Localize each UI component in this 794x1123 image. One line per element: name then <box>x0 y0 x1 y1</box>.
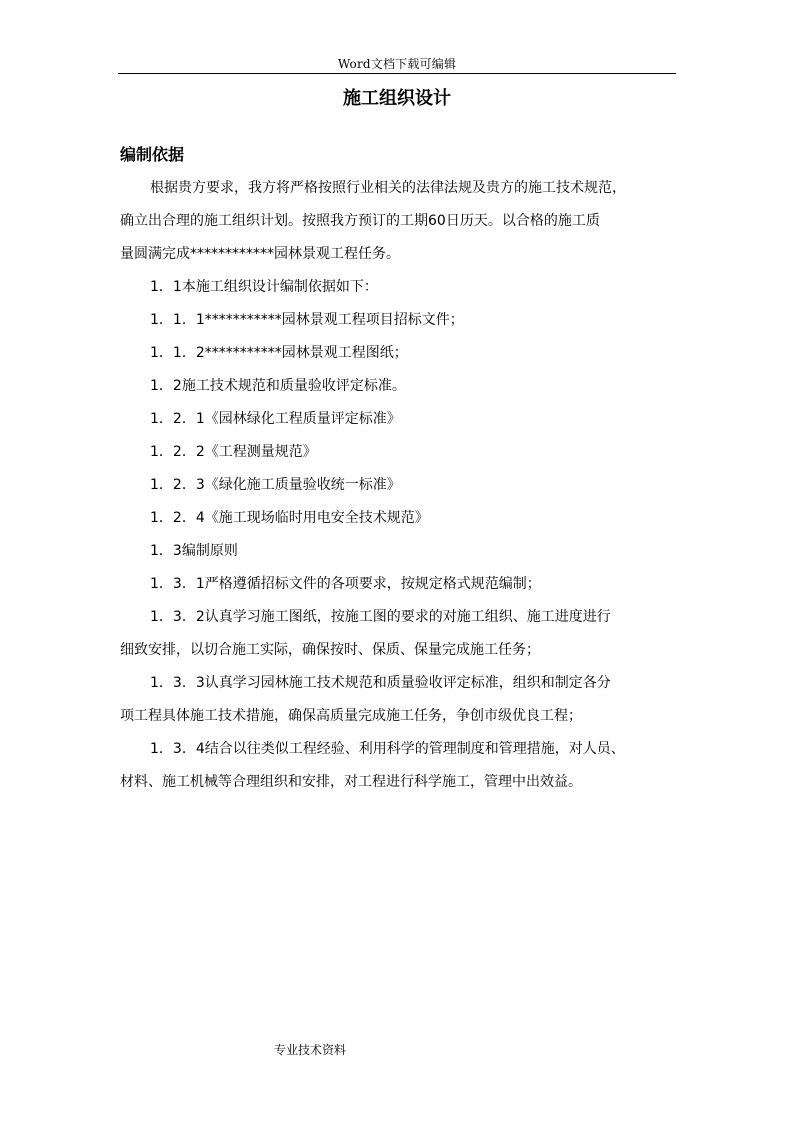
paragraph-line: 1．3．3认真学习园林施工技术规范和质量验收评定标准，组织和制定各分 <box>150 675 611 691</box>
page-header: Word文档下载可编辑 <box>337 57 457 71</box>
paragraph-line: 1．2．1《园林绿化工程质量评定标准》 <box>150 411 401 427</box>
paragraph-line: 1．1．2***********园林景观工程图纸； <box>150 345 408 361</box>
paragraph-line: 1．3．4结合以往类似工程经验、利用科学的管理制度和管理措施，对人员、 <box>150 741 625 757</box>
paragraph-line: 确立出合理的施工组织计划。按照我方预订的工期60日历天。以合格的施工质 <box>120 213 600 229</box>
header-divider <box>118 73 676 74</box>
paragraph-line: 1．1．1***********园林景观工程项目招标文件； <box>150 312 464 328</box>
paragraph-line: 1．1本施工组织设计编制依据如下： <box>150 279 378 295</box>
paragraph-line: 1．3编制原则 <box>150 543 238 559</box>
document-body <box>120 172 676 799</box>
document-title: 施工组织设计 <box>343 88 451 109</box>
paragraph-line: 1．3．1严格遵循招标文件的各项要求，按规定格式规范编制； <box>150 576 541 592</box>
paragraph-line: 1．2．3《绿化施工质量验收统一标准》 <box>150 477 401 493</box>
paragraph-line: 1．2．2《工程测量规范》 <box>150 444 317 460</box>
page-footer: 专业技术资料 <box>273 1043 346 1057</box>
paragraph-line: 项工程具体施工技术措施，确保高质量完成施工任务，争创市级优良工程； <box>120 708 582 724</box>
paragraph-line: 量圆满完成************园林景观工程任务。 <box>120 246 400 262</box>
paragraph-line: 材料、施工机械等合理组织和安排，对工程进行科学施工，管理中出效益。 <box>120 774 582 790</box>
paragraph-line: 细致安排，以切合施工实际，确保按时、保质、保量完成施工任务； <box>120 642 540 658</box>
paragraph-line: 1．3．2认真学习施工图纸，按施工图的要求的对施工组织、施工进度进行 <box>150 609 611 625</box>
paragraph-line: 根据贵方要求，我方将严格按照行业相关的法律法规及贵方的施工技术规范， <box>150 180 626 196</box>
section-heading: 编制依据 <box>120 145 185 164</box>
paragraph-line: 1．2施工技术规范和质量验收评定标准。 <box>150 378 406 394</box>
paragraph-line: 1．2．4《施工现场临时用电安全技术规范》 <box>150 510 429 526</box>
